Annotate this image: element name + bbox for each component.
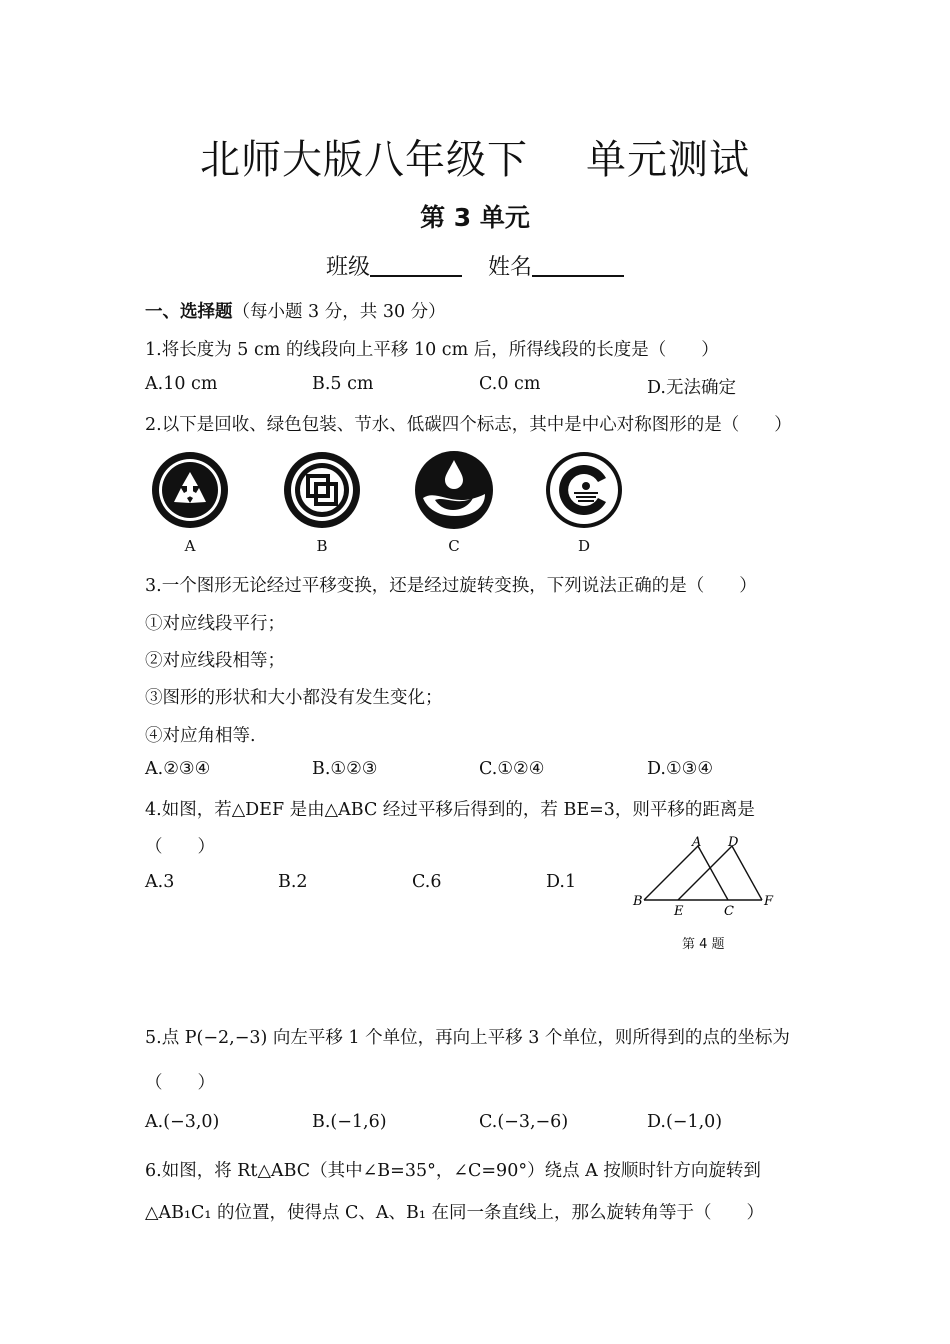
q4-option-d[interactable]: D.1: [546, 872, 577, 892]
green-packaging-icon: [282, 450, 362, 530]
label-e: E: [674, 904, 684, 919]
q3-option-a[interactable]: A.②③④: [145, 759, 211, 779]
q3-statement-3: ③图形的形状和大小都没有发生变化；: [145, 688, 443, 708]
q5-option-a[interactable]: A.(−3,0): [145, 1112, 220, 1132]
q1-option-a[interactable]: A.10 cm: [145, 374, 218, 394]
question-5-paren: （ ）: [145, 1073, 215, 1093]
student-info-line: [0, 250, 950, 281]
logo-label-c: C: [448, 537, 460, 555]
question-6-line2: △AB₁C₁ 的位置，使得点 C、A、B₁ 在同一条直线上，那么旋转角等于（ ）: [145, 1203, 764, 1223]
question-6: 6.如图，将 Rt△ABC（其中∠B=35°，∠C=90°）绕点 A 按顺时针方向旋转到: [145, 1161, 761, 1181]
q3-statement-1: ①对应线段平行；: [145, 614, 285, 634]
name-blank[interactable]: [532, 253, 624, 277]
name-label: 姓名: [488, 255, 533, 280]
label-a: A: [692, 835, 702, 850]
question-2: 2.以下是回收、绿色包装、节水、低碳四个标志，其中是中心对称图形的是（ ）: [145, 415, 792, 435]
q5-option-b[interactable]: B.(−1,6): [312, 1112, 387, 1132]
logo-label-d: D: [577, 537, 591, 555]
q3-option-d[interactable]: D.①③④: [647, 759, 714, 779]
title-right: 单元测试: [586, 137, 750, 183]
q4-option-b[interactable]: B.2: [278, 872, 308, 892]
q1-option-b[interactable]: B.5 cm: [312, 374, 374, 394]
segment-df: [732, 846, 762, 900]
q3-statement-4: ④对应角相等.: [145, 726, 256, 746]
section-note: （每小题 3 分，共 30 分）: [232, 302, 446, 322]
logo-label-b: B: [316, 537, 328, 555]
class-blank[interactable]: [370, 253, 462, 277]
label-f: F: [764, 894, 774, 909]
question-1: 1.将长度为 5 cm 的线段向上平移 10 cm 后，所得线段的长度是（ ）: [145, 340, 719, 360]
unit-subtitle: 第 3 单元: [420, 203, 530, 232]
segment-ab: [644, 846, 698, 900]
section-title: 一、选择题: [145, 302, 233, 322]
low-carbon-icon: [544, 450, 624, 530]
q1-option-c[interactable]: C.0 cm: [479, 374, 541, 394]
question-4-paren: （ ）: [145, 837, 215, 857]
title-left: 北师大版八年级下: [200, 137, 528, 183]
q5-option-c[interactable]: C.(−3,−6): [479, 1112, 569, 1132]
question-5: 5.点 P(−2,−3) 向左平移 1 个单位，再向上平移 3 个单位，则所得到的点的坐标为: [145, 1028, 790, 1048]
logo-label-a: A: [184, 537, 196, 555]
label-b: B: [633, 894, 643, 909]
q1-option-d[interactable]: D.无法确定: [647, 378, 736, 398]
q4-figure: [630, 834, 780, 924]
q5-option-d[interactable]: D.(−1,0): [647, 1112, 723, 1132]
label-c: C: [724, 904, 734, 919]
question-4: 4.如图，若△DEF 是由△ABC 经过平移后得到的，若 BE=3，则平移的距离是: [145, 800, 755, 820]
section-heading: [145, 298, 446, 323]
q4-option-a[interactable]: A.3: [145, 872, 175, 892]
q3-option-c[interactable]: C.①②④: [479, 759, 545, 779]
q4-figure-caption: 第 4 题: [682, 937, 725, 952]
q4-option-c[interactable]: C.6: [412, 872, 442, 892]
label-d: D: [728, 835, 739, 850]
recycle-icon: [150, 450, 230, 530]
class-label: 班级: [325, 255, 370, 280]
q3-option-b[interactable]: B.①②③: [312, 759, 378, 779]
page-title: [0, 128, 950, 185]
water-saving-icon: [413, 450, 495, 530]
question-3: 3.一个图形无论经过平移变换，还是经过旋转变换，下列说法正确的是（ ）: [145, 576, 757, 596]
q3-statement-2: ②对应线段相等；: [145, 651, 285, 671]
